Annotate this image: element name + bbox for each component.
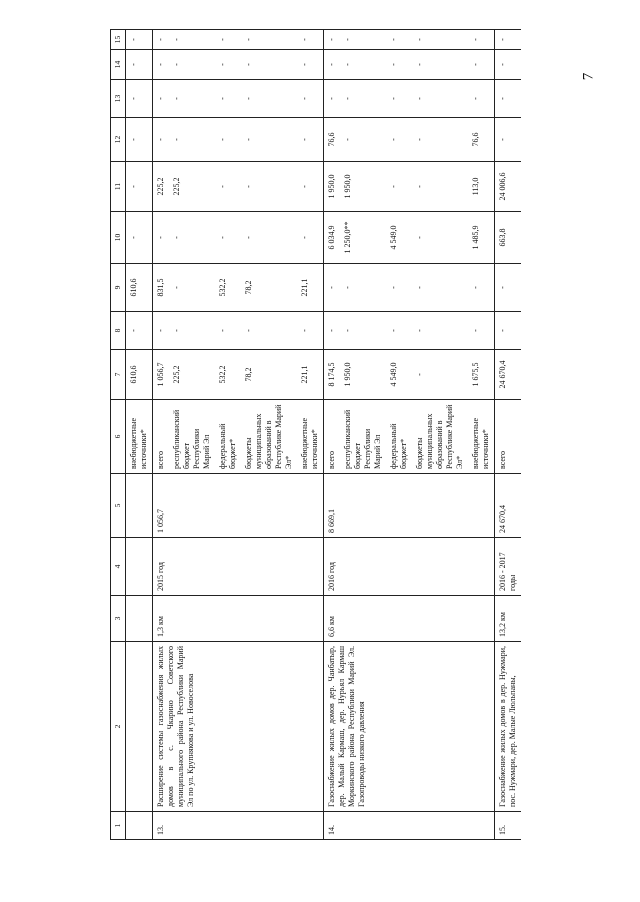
value-cell-c15: - xyxy=(324,30,341,50)
value-cell-c14: - xyxy=(169,50,215,80)
value-cell-c7: 1 675,5 xyxy=(468,350,495,400)
value-cell-c12: 76,6 xyxy=(324,118,341,162)
object-name-cell: Расширение системы газоснабжения жилых домов в с. Чкарино Советского муниципального района Республики Марий Эл по ул. Крупнякова и ул. Новоселова xyxy=(153,642,324,812)
value-cell-c10: 1 485,9 xyxy=(468,212,495,264)
value-cell-c9: - xyxy=(386,264,412,312)
value-cell-c13: - xyxy=(324,80,341,118)
value-cell-c14: - xyxy=(241,50,297,80)
value-cell-c8: - xyxy=(386,312,412,350)
value-cell-c7: 24 670,4 xyxy=(495,350,522,400)
value-cell-c13: - xyxy=(468,80,495,118)
length-cell xyxy=(126,596,153,642)
column-number-cell: 14 xyxy=(111,50,126,80)
column-number-cell: 12 xyxy=(111,118,126,162)
column-number-cell: 2 xyxy=(111,642,126,812)
value-cell-c7: 221,1 xyxy=(297,350,324,400)
value-cell-c8: - xyxy=(297,312,324,350)
value-cell-c14: - xyxy=(297,50,324,80)
value-cell-c12: - xyxy=(169,118,215,162)
value-cell-c14: - xyxy=(495,50,522,80)
value-cell-c13: - xyxy=(153,80,170,118)
value-cell-c7: 532,2 xyxy=(215,350,241,400)
table-body xyxy=(111,30,522,840)
funding-source-cell: республиканский бюджет Республики Марий Эл xyxy=(169,400,215,474)
table-row xyxy=(324,30,341,840)
column-number-cell: 9 xyxy=(111,264,126,312)
value-cell-c14: - xyxy=(412,50,468,80)
value-cell-c9: - xyxy=(169,264,215,312)
value-cell-c13: - xyxy=(169,80,215,118)
value-cell-c8: - xyxy=(468,312,495,350)
value-cell-c10: - xyxy=(412,212,468,264)
object-name-cell: Газоснабжение жилых домов дер. Чанбатыр, дер. Малый Кармаш, дер. Нурьял Кармаш Моркинского района Республики Марий Эл. Газопроводы низкого давления xyxy=(324,642,495,812)
value-cell-c9: 532,2 xyxy=(215,264,241,312)
funding-source-cell: федеральный бюджет* xyxy=(215,400,241,474)
value-cell-c11: 225,2 xyxy=(153,162,170,212)
column-number-cell: 7 xyxy=(111,350,126,400)
value-cell-c15: - xyxy=(495,30,522,50)
value-cell-c10: - xyxy=(126,212,153,264)
value-cell-c13: - xyxy=(215,80,241,118)
value-cell-c8: - xyxy=(215,312,241,350)
value-cell-c15: - xyxy=(297,30,324,50)
value-cell-c8: - xyxy=(169,312,215,350)
row-number-cell: 13. xyxy=(153,812,324,840)
value-cell-c7: - xyxy=(412,350,468,400)
period-cell: 2016 год xyxy=(324,538,495,596)
value-cell-c9: - xyxy=(495,264,522,312)
funding-source-cell: бюджеты муниципальных образований в Республике Марий Эл* xyxy=(412,400,468,474)
value-cell-c13: - xyxy=(495,80,522,118)
total-cost-cell: 8 669,1 xyxy=(324,474,495,538)
row-number-cell: 15. xyxy=(495,812,522,840)
value-cell-c11: - xyxy=(241,162,297,212)
value-cell-c11: - xyxy=(412,162,468,212)
column-number-cell: 8 xyxy=(111,312,126,350)
value-cell-c15: - xyxy=(386,30,412,50)
value-cell-c8: - xyxy=(241,312,297,350)
value-cell-c11: - xyxy=(386,162,412,212)
value-cell-c12: - xyxy=(126,118,153,162)
total-cost-cell: 24 670,4 xyxy=(495,474,522,538)
total-cost-cell xyxy=(126,474,153,538)
length-cell: 1,3 км xyxy=(153,596,324,642)
value-cell-c7: 610,6 xyxy=(126,350,153,400)
value-cell-c10: 4 549,0 xyxy=(386,212,412,264)
period-cell: 2015 год xyxy=(153,538,324,596)
column-number-cell: 4 xyxy=(111,538,126,596)
value-cell-c15: - xyxy=(169,30,215,50)
value-cell-c9: - xyxy=(324,264,341,312)
value-cell-c11: - xyxy=(297,162,324,212)
period-cell xyxy=(126,538,153,596)
funding-source-cell: всего xyxy=(153,400,170,474)
column-number-row xyxy=(111,30,126,840)
value-cell-c15: - xyxy=(153,30,170,50)
value-cell-c13: - xyxy=(241,80,297,118)
row-number-cell: 14. xyxy=(324,812,495,840)
value-cell-c8: - xyxy=(412,312,468,350)
value-cell-c15: - xyxy=(241,30,297,50)
value-cell-c9: 831,5 xyxy=(153,264,170,312)
value-cell-c7: 225,2 xyxy=(169,350,215,400)
value-cell-c10: - xyxy=(297,212,324,264)
column-number-cell: 13 xyxy=(111,80,126,118)
value-cell-c9: - xyxy=(340,264,386,312)
funding-source-cell: республиканский бюджет Республики Марий Эл xyxy=(340,400,386,474)
value-cell-c11: 1 950,0 xyxy=(324,162,341,212)
value-cell-c8: - xyxy=(126,312,153,350)
funding-source-cell: всего xyxy=(495,400,522,474)
value-cell-c11: - xyxy=(126,162,153,212)
value-cell-c10: - xyxy=(215,212,241,264)
value-cell-c10: - xyxy=(241,212,297,264)
value-cell-c9: - xyxy=(468,264,495,312)
value-cell-c9: 610,6 xyxy=(126,264,153,312)
total-cost-cell: 1 056,7 xyxy=(153,474,324,538)
value-cell-c7: 8 174,5 xyxy=(324,350,341,400)
value-cell-c13: - xyxy=(297,80,324,118)
value-cell-c11: 113,0 xyxy=(468,162,495,212)
value-cell-c14: - xyxy=(468,50,495,80)
value-cell-c14: - xyxy=(386,50,412,80)
value-cell-c11: 24 006,6 xyxy=(495,162,522,212)
value-cell-c8: - xyxy=(324,312,341,350)
value-cell-c11: 225,2 xyxy=(169,162,215,212)
value-cell-c10: 1 250,0** xyxy=(340,212,386,264)
object-name-cell: Газоснабжение жилых домов в дер. Нужмари, пос. Нужмари, дер. Малые Люльпаны, xyxy=(495,642,522,812)
value-cell-c14: - xyxy=(215,50,241,80)
value-cell-c8: - xyxy=(340,312,386,350)
column-number-cell: 5 xyxy=(111,474,126,538)
value-cell-c13: - xyxy=(386,80,412,118)
row-number-cell xyxy=(126,812,153,840)
value-cell-c15: - xyxy=(215,30,241,50)
funding-source-cell: федеральный бюджет* xyxy=(386,400,412,474)
value-cell-c14: - xyxy=(153,50,170,80)
value-cell-c14: - xyxy=(324,50,341,80)
value-cell-c12: - xyxy=(153,118,170,162)
column-number-cell: 11 xyxy=(111,162,126,212)
value-cell-c9: 78,2 xyxy=(241,264,297,312)
value-cell-c10: - xyxy=(169,212,215,264)
value-cell-c8: - xyxy=(495,312,522,350)
value-cell-c12: - xyxy=(241,118,297,162)
rotated-table-container xyxy=(110,30,526,840)
funding-source-cell: внебюджетные источники* xyxy=(126,400,153,474)
value-cell-c7: 1 950,0 xyxy=(340,350,386,400)
value-cell-c10: - xyxy=(153,212,170,264)
value-cell-c12: - xyxy=(386,118,412,162)
value-cell-c15: - xyxy=(126,30,153,50)
length-cell: 6,6 км xyxy=(324,596,495,642)
value-cell-c14: - xyxy=(340,50,386,80)
value-cell-c12: - xyxy=(340,118,386,162)
value-cell-c13: - xyxy=(126,80,153,118)
value-cell-c12: - xyxy=(297,118,324,162)
value-cell-c8: - xyxy=(153,312,170,350)
funding-source-cell: всего xyxy=(324,400,341,474)
value-cell-c12: 76,6 xyxy=(468,118,495,162)
length-cell: 13,2 км xyxy=(495,596,522,642)
value-cell-c7: 78,2 xyxy=(241,350,297,400)
funding-source-cell: бюджеты муниципальных образований в Республике Марий Эл* xyxy=(241,400,297,474)
value-cell-c12: - xyxy=(215,118,241,162)
value-cell-c10: 6 034,9 xyxy=(324,212,341,264)
funding-source-cell: внебюджетные источники* xyxy=(297,400,324,474)
page-number: 7 xyxy=(580,72,597,81)
value-cell-c9: - xyxy=(412,264,468,312)
table-row xyxy=(495,30,522,840)
value-cell-c13: - xyxy=(340,80,386,118)
value-cell-c15: - xyxy=(340,30,386,50)
period-cell: 2016 - 2017 годы xyxy=(495,538,522,596)
funding-source-cell: внебюджетные источники* xyxy=(468,400,495,474)
column-number-cell: 3 xyxy=(111,596,126,642)
value-cell-c12: - xyxy=(412,118,468,162)
value-cell-c7: 4 549,0 xyxy=(386,350,412,400)
value-cell-c15: - xyxy=(412,30,468,50)
table-row xyxy=(126,30,153,840)
column-number-cell: 15 xyxy=(111,30,126,50)
value-cell-c11: - xyxy=(215,162,241,212)
column-number-cell: 1 xyxy=(111,812,126,840)
data-table xyxy=(110,29,521,840)
value-cell-c13: - xyxy=(412,80,468,118)
value-cell-c9: 221,1 xyxy=(297,264,324,312)
column-number-cell: 6 xyxy=(111,400,126,474)
value-cell-c15: - xyxy=(468,30,495,50)
value-cell-c14: - xyxy=(126,50,153,80)
table-row xyxy=(153,30,170,840)
value-cell-c11: 1 950,0 xyxy=(340,162,386,212)
value-cell-c7: 1 056,7 xyxy=(153,350,170,400)
column-number-cell: 10 xyxy=(111,212,126,264)
object-name-cell xyxy=(126,642,153,812)
value-cell-c12: - xyxy=(495,118,522,162)
value-cell-c10: 663,8 xyxy=(495,212,522,264)
